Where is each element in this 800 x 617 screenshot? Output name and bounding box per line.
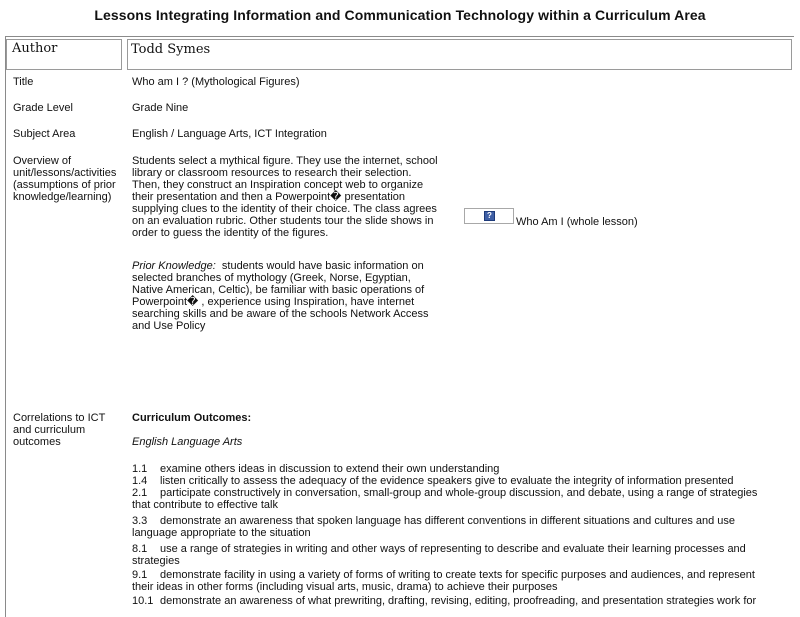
outcome-item xyxy=(132,569,782,593)
overview-label-line: Overview of xyxy=(13,155,72,167)
page-title: Lessons Integrating Information and Communication Technology within a Curriculum Area xyxy=(94,7,706,23)
outcome-number: 3.3 xyxy=(132,515,148,527)
outcome-text: participate constructively in conversation, small-group and whole-group discussion, and debate, using a range of strategies xyxy=(160,487,758,499)
outcome-number: 10.1 xyxy=(132,595,154,607)
outcome-item xyxy=(132,543,782,567)
outcome-number: 8.1 xyxy=(132,543,148,555)
outcome-number: 9.1 xyxy=(132,569,148,581)
outcome-item xyxy=(132,515,782,539)
correlations-label xyxy=(13,412,105,448)
overview-line: on an evaluation rubric. Other students tour the slide shows in xyxy=(132,215,434,227)
outcome-number: 2.1 xyxy=(132,487,148,499)
overview-line: Students select a mythical figure. They use the internet, school xyxy=(132,155,438,167)
outcome-text: listen critically to assess the adequacy of the evidence speakers give to evaluate the integrity of information presented xyxy=(160,475,734,487)
overview-label-line: knowledge/learning) xyxy=(13,191,112,203)
correlations-label-line: and curriculum xyxy=(13,424,86,436)
grade-level-value: Grade Nine xyxy=(132,102,189,114)
author-value-cell xyxy=(127,39,792,70)
overview-label-line: (assumptions of prior xyxy=(13,179,116,191)
prior-knowledge-line: and Use Policy xyxy=(132,320,206,332)
overview-line: order to guess the identity of the figures. xyxy=(132,227,329,239)
overview-line: library or classroom resources to research their selection. xyxy=(132,167,412,179)
outcome-item xyxy=(132,475,782,487)
prior-knowledge-paragraph xyxy=(132,260,452,332)
prior-knowledge-first-line xyxy=(132,260,452,272)
title-label: Title xyxy=(13,76,34,88)
grade-level-label: Grade Level xyxy=(13,102,73,114)
overview-paragraph xyxy=(132,155,452,239)
attachment-label-link[interactable]: Who Am I (whole lesson) xyxy=(516,216,638,228)
outcome-text: language appropriate to the situation xyxy=(132,527,311,539)
outcome-number: 1.4 xyxy=(132,475,148,487)
outcome-number: 1.1 xyxy=(132,463,148,475)
title-value: Who am I ? (Mythological Figures) xyxy=(132,76,300,88)
english-language-arts-subheading: English Language Arts xyxy=(132,436,243,448)
correlations-label-line: outcomes xyxy=(13,436,61,448)
prior-knowledge-text: students would have basic information on xyxy=(215,260,424,272)
outcome-text: demonstrate an awareness that spoken language has different conventions in different situations and cultures and use xyxy=(160,515,736,527)
author-value: Todd Symes xyxy=(131,42,211,57)
correlations-label-line: Correlations to ICT xyxy=(13,412,106,424)
outcome-text: use a range of strategies in writing and other ways of representing to describe and evaluate their learning processes and xyxy=(160,543,746,555)
curriculum-outcomes-heading: Curriculum Outcomes: xyxy=(132,412,252,424)
document-icon: ? xyxy=(484,211,495,221)
subject-area-value: English / Language Arts, ICT Integration xyxy=(132,128,327,140)
prior-knowledge-line: selected branches of mythology (Greek, Norse, Egyptian, xyxy=(132,272,411,284)
outcome-item xyxy=(132,595,782,607)
overview-label-line: unit/lessons/activities xyxy=(13,167,117,179)
outcome-text: examine others ideas in discussion to extend their own understanding xyxy=(160,463,500,475)
outcome-text: strategies xyxy=(132,555,180,567)
overview-line: Then, they construct an Inspiration concept web to organize xyxy=(132,179,424,191)
prior-knowledge-line: searching skills and be aware of the schools Network Access xyxy=(132,308,429,320)
author-label: Author xyxy=(12,41,58,56)
attachment-link[interactable] xyxy=(464,208,514,224)
outcome-item xyxy=(132,487,782,511)
overview-line: their presentation and then a Powerpoint� presentation xyxy=(132,191,406,203)
outcome-text: their ideas in other forms (including visual arts, music, drama) to achieve their purposes xyxy=(132,581,558,593)
subject-area-label: Subject Area xyxy=(13,128,76,140)
outcome-text: that contribute to effective talk xyxy=(132,499,278,511)
overview-label xyxy=(13,155,116,203)
overview-line: supplying clues to the identity of their choice. The class agrees xyxy=(132,203,437,215)
prior-knowledge-label: Prior Knowledge: xyxy=(132,260,216,272)
outcome-item xyxy=(132,463,782,475)
outcome-text: demonstrate facility in using a variety of forms of writing to create texts for specific purposes and audiences, and represent xyxy=(160,569,755,581)
outcome-text: demonstrate an awareness of what prewriting, drafting, revising, editing, proofreading, and presentation strategies work for xyxy=(160,595,757,607)
prior-knowledge-line: Powerpoint� , experience using Inspiration, have internet xyxy=(132,296,415,308)
prior-knowledge-line: Native American, Celtic), be familiar with basic operations of xyxy=(132,284,425,296)
